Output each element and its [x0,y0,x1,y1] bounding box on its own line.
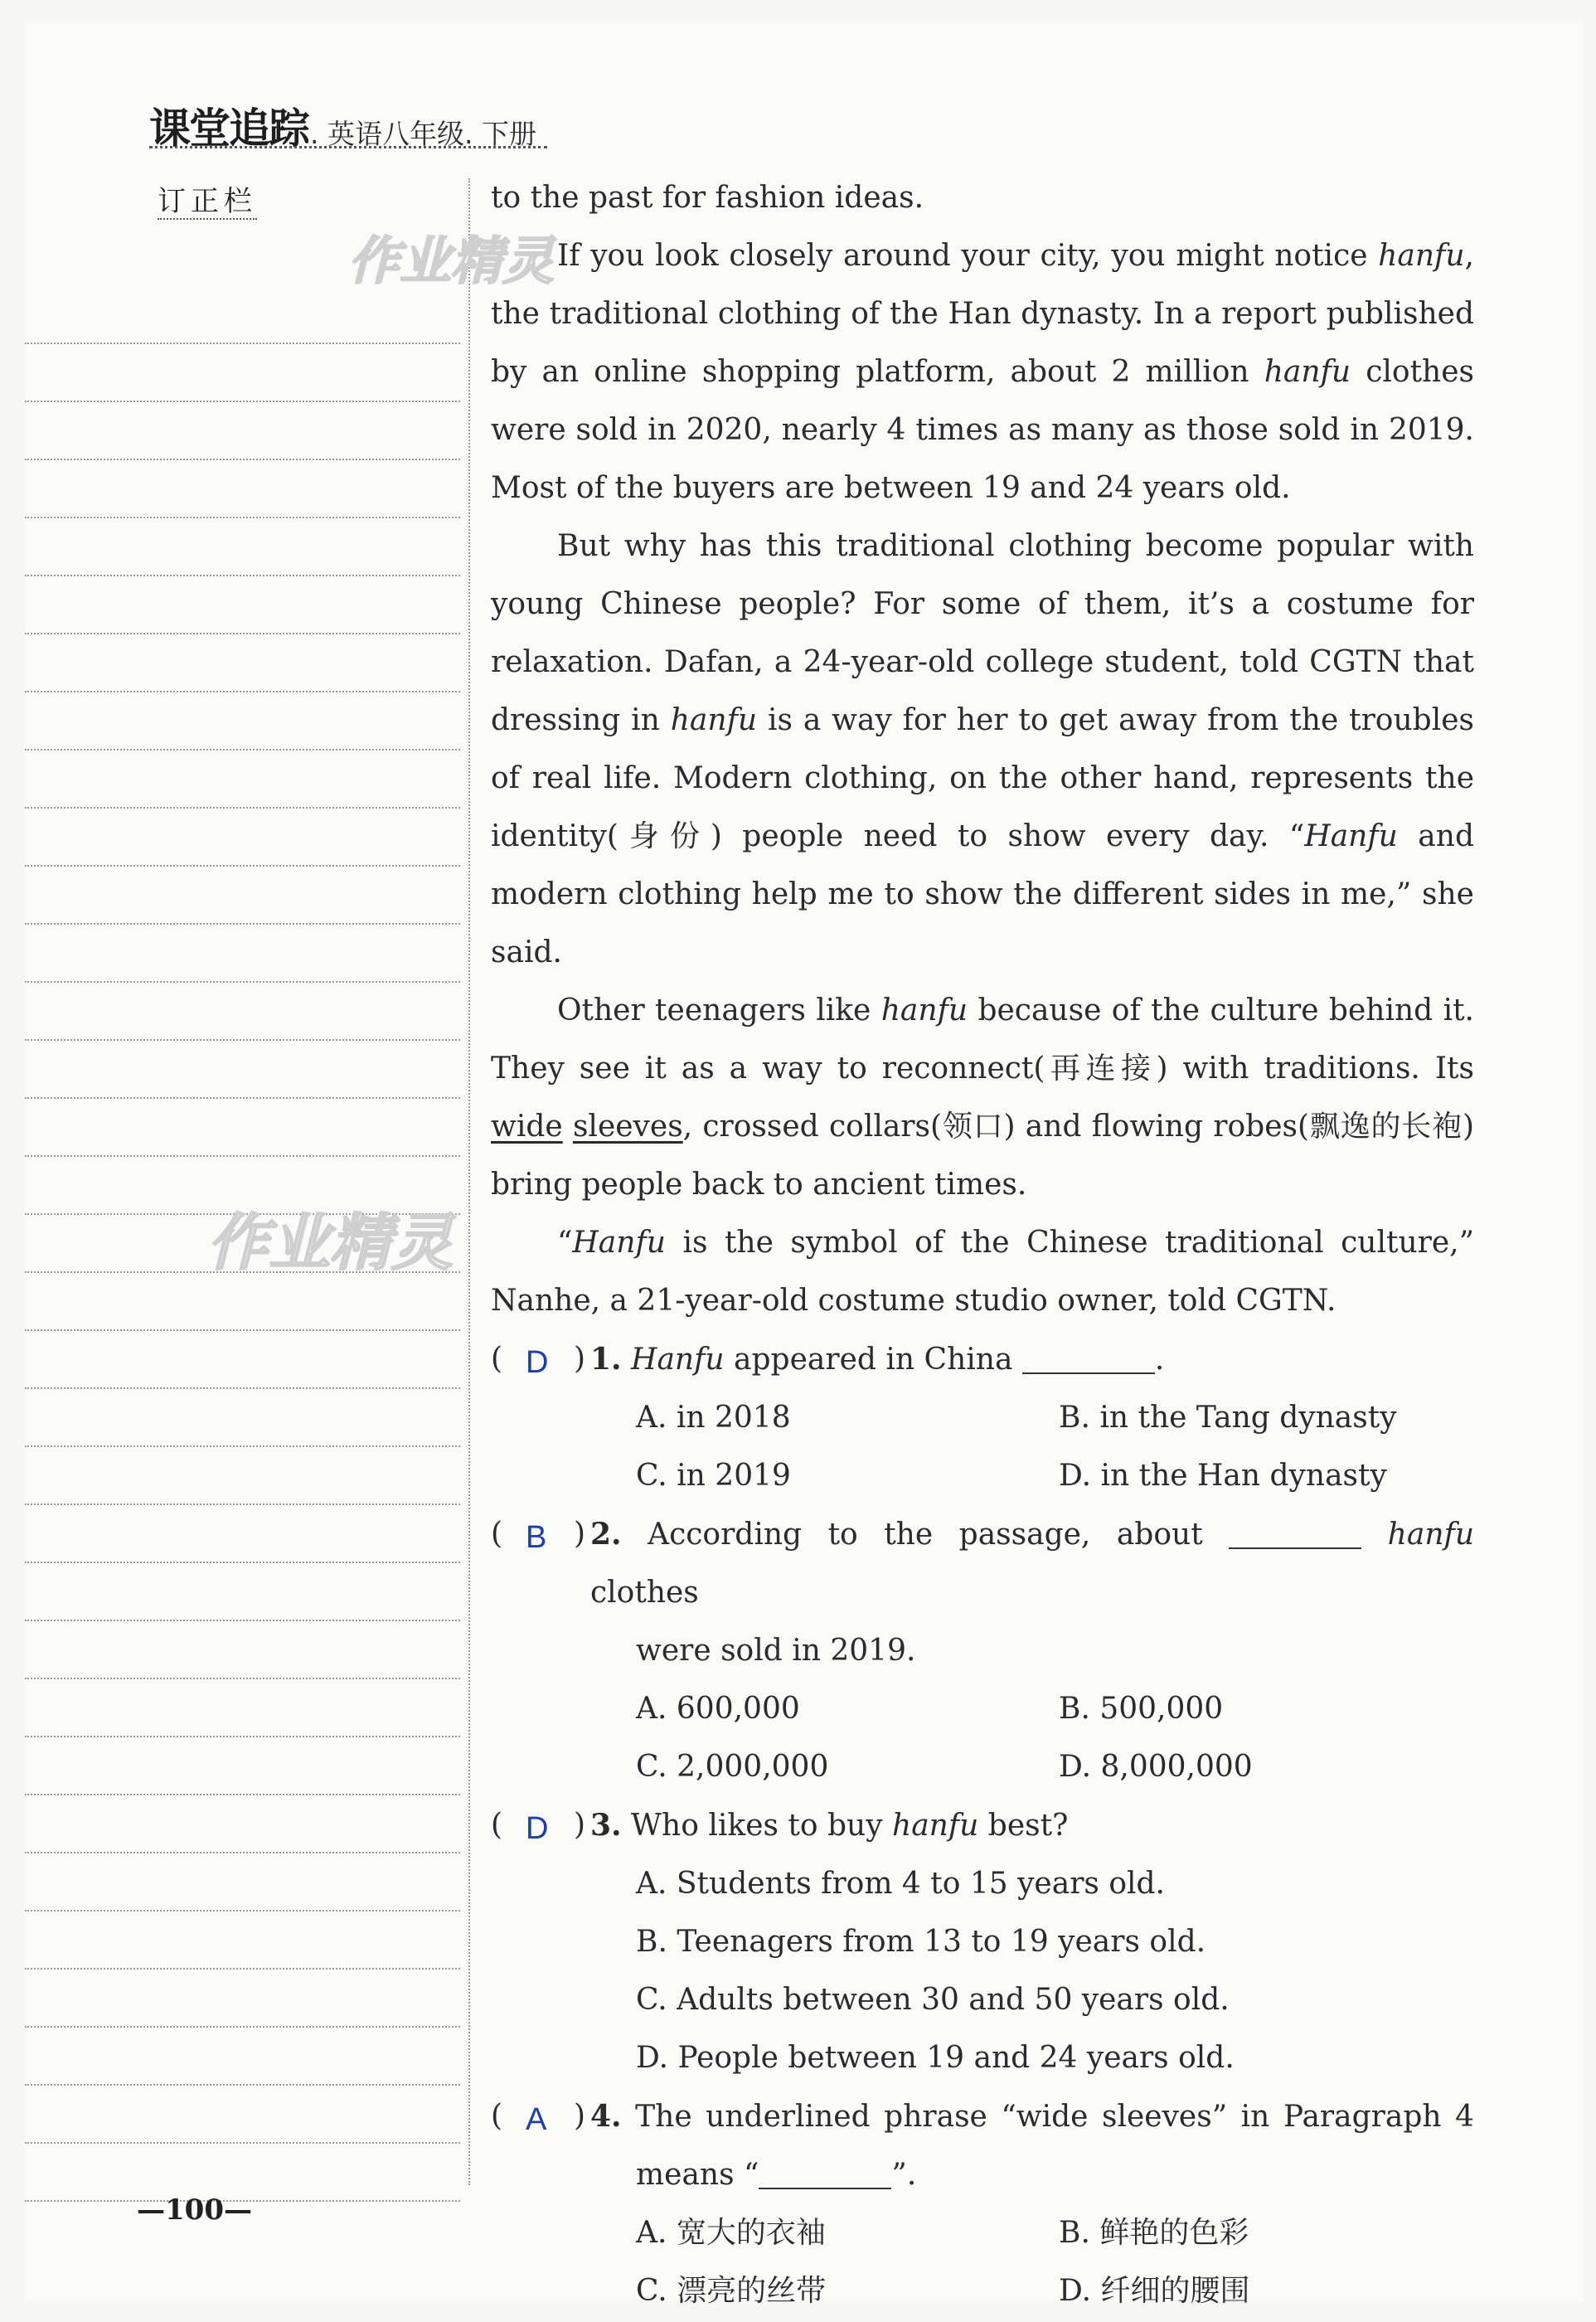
option: B. 500,000 [1059,1692,1224,1726]
correction-column-title: 订正栏 [158,185,257,218]
option: A. in 2018 [636,1401,791,1435]
correction-line [25,344,460,402]
passage-paragraph: But why has this traditional clothing become popular with young Chinese people? For some of them, it’s a costume for relaxation. Dafan, a 24-year-old college student, told CGTN that dressing in hanfu is a way for her to get away from the troubles of real life. Modern clothing, on the other hand, represents the identity(身份) people need to show every day. “Hanfu and modern clothing help me to show the different sides in me,” she said. [491,529,1475,969]
option: D. 8,000,000 [1059,1750,1253,1784]
correction-line [25,1679,460,1737]
correction-line [25,1099,460,1157]
correction-line [25,692,460,751]
watermark-logo: 作业精灵 [348,231,555,291]
question-1: ( D ) 1. Hanfu appeared in China . A. in 2018 B. in the Tang dynasty C. in 2019 D. in the Han dynasty [491,1330,1474,1505]
correction-line [25,1389,460,1447]
correction-line [25,1331,460,1389]
option: C. 2,000,000 [636,1750,829,1784]
correction-line [25,460,460,518]
answer-bracket: ( D ) [491,1330,590,1389]
correction-line [25,1737,460,1795]
option: C. in 2019 [636,1459,791,1493]
options [491,1855,1474,2087]
correction-line [25,1970,460,2028]
option: A. 宽大的衣袖 [636,2216,826,2250]
options [491,1680,1474,1796]
passage-paragraph: If you look closely around your city, you might notice hanfu, the traditional clothing of the Han dynasty. In a report published by an online shopping platform, about 2 million hanfu clothes were sold in 2020, nearly 4 times as many as those sold in 2019. Most of the buyers are between 19 and 24 years old. [491,239,1474,505]
passage-paragraph: “Hanfu is the symbol of the Chinese traditional culture,” Nanhe, a 21-year-old costume studio owner, told CGTN. [491,1226,1474,1318]
correction-line [25,809,460,867]
question-3: ( D ) 3. Who likes to buy hanfu best? A. Students from 4 to 15 years old. B. Teenagers from 13 to 19 years old. C. Adults between 30 and 50 years old. D. People between 19 and 24 years old. [491,1796,1474,2087]
options [491,1389,1474,1505]
underlined-phrase: wide [491,1110,563,1144]
option: A. Students from 4 to 15 years old. [636,1867,1165,1901]
option: B. Teenagers from 13 to 19 years old. [636,1925,1206,1959]
correction-line [25,1853,460,1912]
column-divider [468,178,470,2185]
correction-line [25,751,460,809]
correction-line [25,1621,460,1679]
correction-line [25,402,460,460]
correction-line [25,2028,460,2086]
correction-line [25,518,460,576]
correction-line [25,925,460,983]
correction-line [25,634,460,692]
underlined-phrase: sleeves [572,1110,683,1144]
handwritten-answer: A [526,2102,547,2137]
option: D. People between 19 and 24 years old. [636,2041,1235,2075]
options [491,2204,1474,2320]
correction-line [25,1505,460,1563]
correction-line [25,2086,460,2144]
header-underline [149,146,547,148]
correction-line [25,867,460,925]
correction-line [25,983,460,1041]
handwritten-answer: B [526,1520,547,1555]
correction-line [25,1912,460,1970]
book-brand-title: 课堂追踪 [149,104,308,153]
watermark-logo: 作业精灵 [207,1207,453,1279]
question-continuation: were sold in 2019. [636,1634,916,1668]
correction-line [25,286,460,344]
option: C. Adults between 30 and 50 years old. [636,1983,1230,2017]
answer-blank [759,2154,891,2189]
question-2: ( B ) 2. According to the passage, about hanfu clothes were sold in 2019. A. 600,000 B. 500,000 C. 2,000,000 D. 8,000,000 [491,1505,1474,1796]
passage-paragraph: Other teenagers like hanfu because of the culture behind it. They see it as a way to reconnect(再连接) with traditions. Its wide sleeves, crossed collars(领口) and flowing robes(飘逸的长袍) bring people back to ancient times. [491,993,1474,1202]
option: B. in the Tang dynasty [1059,1401,1397,1435]
correction-line [25,1447,460,1505]
option: C. 漂亮的丝带 [636,2274,827,2308]
correction-line [25,1041,460,1099]
page-number: —100— [137,2193,252,2227]
option: B. 鲜艳的色彩 [1059,2216,1249,2250]
correction-line [25,576,460,634]
option: D. 纤细的腰围 [1059,2274,1250,2308]
answer-blank [1022,1339,1155,1374]
passage-line: to the past for fashion ideas. [491,181,924,215]
option: D. in the Han dynasty [1059,1459,1387,1493]
correction-line [25,1795,460,1853]
answer-bracket: ( B ) [491,1505,590,1622]
handwritten-answer: D [526,1811,549,1846]
answer-blank [1229,1514,1361,1549]
book-subtitle: . 英语八年级. 下册 [310,118,536,150]
option: A. 600,000 [636,1692,800,1726]
handwritten-answer: D [526,1345,549,1380]
reading-passage [491,169,1474,2320]
question-4: ( A ) 4. The underlined phrase “wide sleeves” in Paragraph 4 means “ ”. A. 宽大的衣袖 B. 鲜艳的色彩 C. 漂亮的丝带 D. 纤细的腰围 [491,2087,1474,2320]
question-continuation: means “ ”. [491,2146,1474,2204]
answer-bracket: ( D ) [491,1796,590,1855]
answer-bracket: ( A ) [491,2087,590,2146]
correction-line [25,1563,460,1621]
